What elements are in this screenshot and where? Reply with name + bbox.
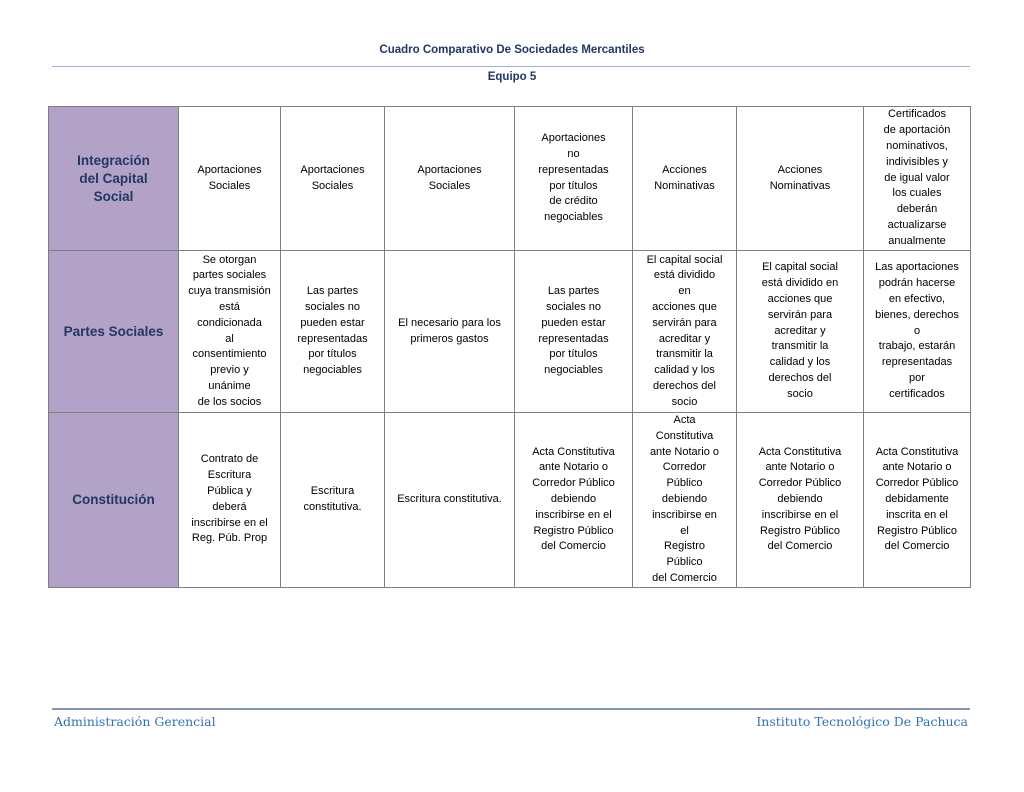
table-cell: Aportaciones Sociales (281, 107, 385, 251)
table-cell: Aportaciones Sociales (179, 107, 281, 251)
comparison-table (48, 106, 971, 588)
table-cell: Las partes sociales no pueden estar representadas por títulos negociables (281, 251, 385, 413)
row-header-cell: Constitución (49, 413, 179, 588)
table-row (49, 107, 971, 251)
table-cell: Se otorgan partes sociales cuya transmisión está condicionada al consentimiento previo y unánime de los socios (179, 251, 281, 413)
table-cell: El capital social está dividido en acciones que servirán para acreditar y transmitir la calidad y los derechos del socio (633, 251, 737, 413)
row-header-cell: Integración del Capital Social (49, 107, 179, 251)
table-cell: Escritura constitutiva. (385, 413, 515, 588)
table-cell: Acta Constitutiva ante Notario o Corredor Público debiendo inscribirse en el Registro Público del Comercio (737, 413, 864, 588)
table-cell: Certificados de aportación nominativos, indivisibles y de igual valor los cuales deberán actualizarse anualmente (864, 107, 971, 251)
header-divider (52, 66, 970, 67)
footer-right-text: Instituto Tecnológico De Pachuca (756, 714, 968, 729)
table-cell: El capital social está dividido en acciones que servirán para acreditar y transmitir la calidad y los derechos del socio (737, 251, 864, 413)
table-cell: Aportaciones no representadas por títulos de crédito negociables (515, 107, 633, 251)
row-header-cell: Partes Sociales (49, 251, 179, 413)
document-subtitle: Equipo 5 (487, 71, 537, 83)
table-cell: Acta Constitutiva ante Notario o Corredor Público debidamente inscrita en el Registro Público del Comercio (864, 413, 971, 588)
table-cell: Acciones Nominativas (633, 107, 737, 251)
table-row (49, 413, 971, 588)
footer-divider (52, 708, 970, 710)
footer-left-text: Administración Gerencial (54, 714, 216, 729)
table-cell: Acta Constitutiva ante Notario o Corredor Público debiendo inscribirse en el Registro Público del Comercio (633, 413, 737, 588)
table-cell: Acciones Nominativas (737, 107, 864, 251)
table-cell: Las aportaciones podrán hacerse en efectivo, bienes, derechos o trabajo, estarán representadas por certificados (864, 251, 971, 413)
table-cell: Contrato de Escritura Pública y deberá inscribirse en el Reg. Púb. Prop (179, 413, 281, 588)
table-cell: Las partes sociales no pueden estar representadas por títulos negociables (515, 251, 633, 413)
table-row (49, 251, 971, 413)
table-cell: Escritura constitutiva. (281, 413, 385, 588)
table-cell: Aportaciones Sociales (385, 107, 515, 251)
table-cell: Acta Constitutiva ante Notario o Corredor Público debiendo inscribirse en el Registro Público del Comercio (515, 413, 633, 588)
table-cell: El necesario para los primeros gastos (385, 251, 515, 413)
document-title: Cuadro Comparativo De Sociedades Mercantiles (379, 44, 645, 56)
